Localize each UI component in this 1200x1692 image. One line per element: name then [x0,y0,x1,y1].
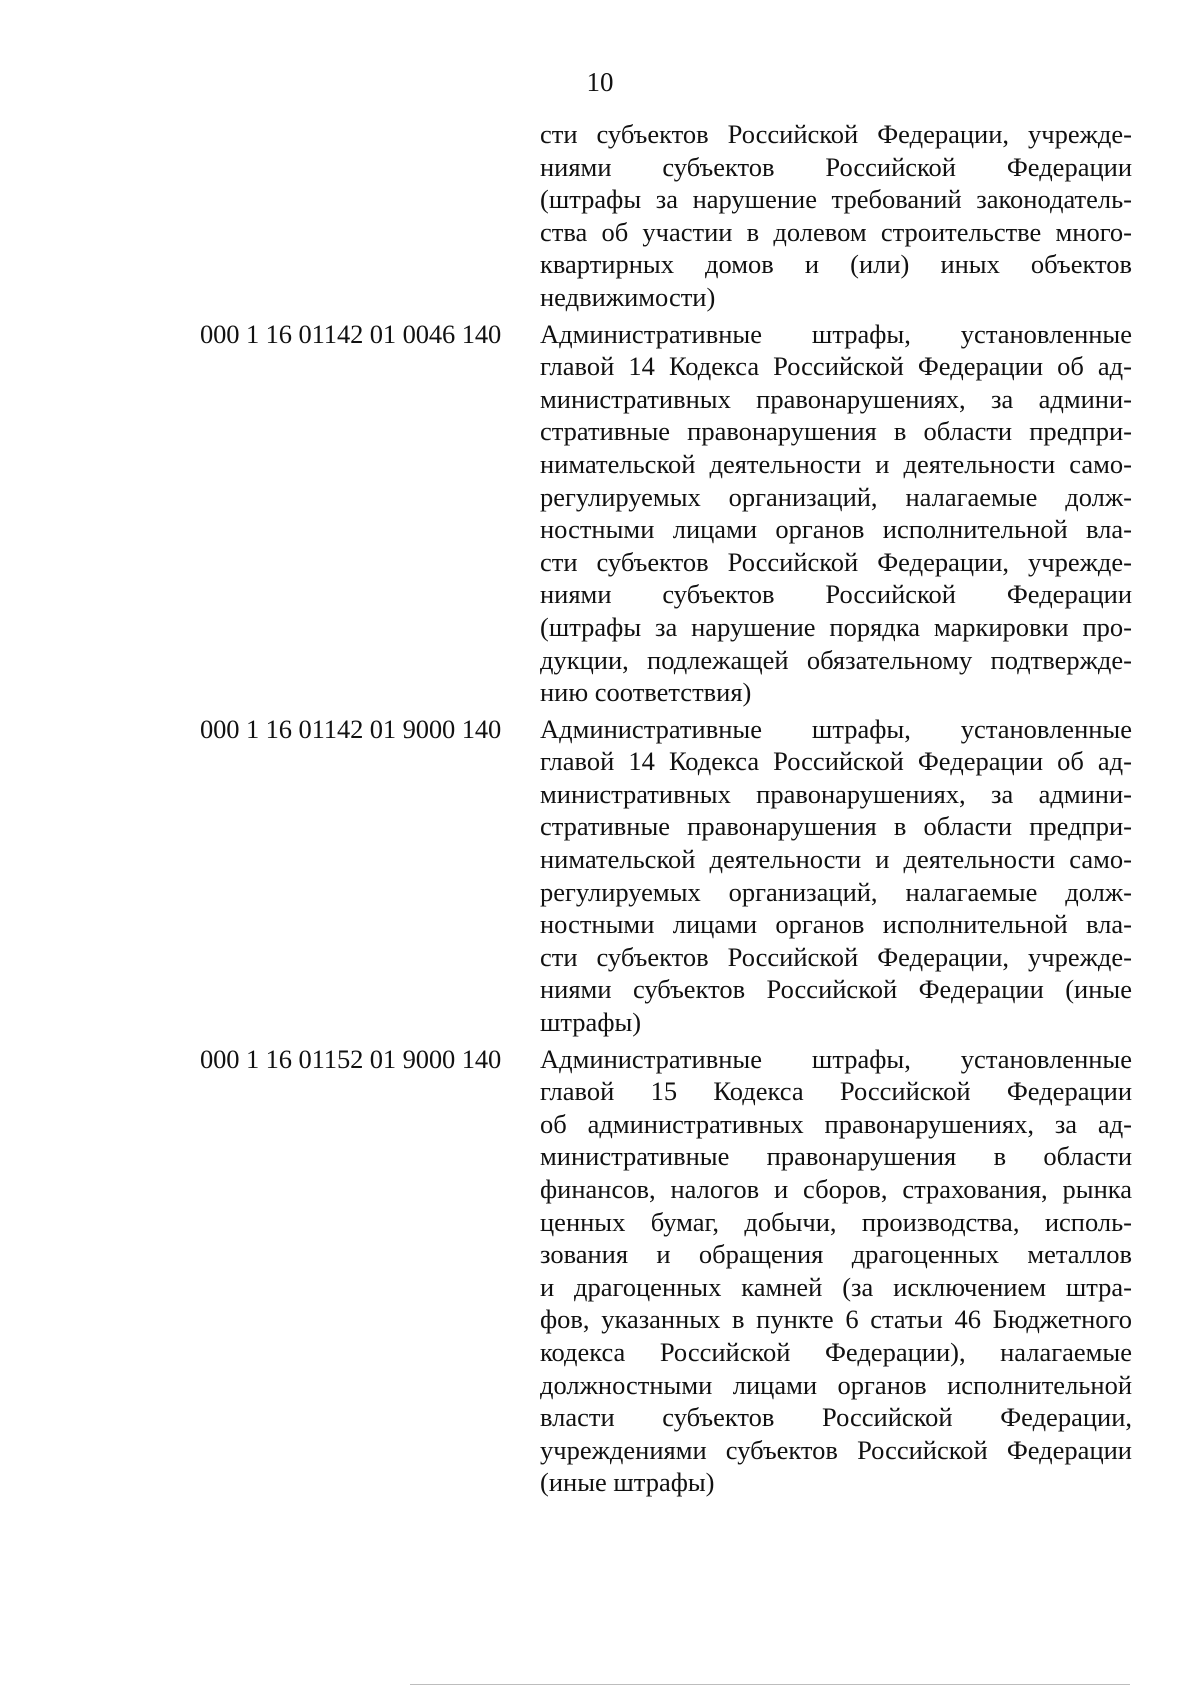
description-line: регулируемых организаций, налагаемые долж- [540,876,1132,907]
description-line: об административных правонарушениях, за ад- [540,1108,1132,1139]
description-line: ностными лицами органов исполнительной вла- [540,909,1132,940]
description-line: финансов, налогов и сборов, страхования, рынка [540,1174,1132,1204]
description-line: министративных правонарушениях, за админи- [540,383,1132,414]
description-line: нию соответствия) [540,677,752,708]
page-number: 10 [586,67,614,97]
budget-classification-code: 000 1 16 01152 01 9000 140 [200,1043,502,1074]
code-description [540,713,1132,1039]
budget-classification-code: 000 1 16 01142 01 9000 140 [200,713,502,744]
description-line: (штрафы за нарушение порядка маркировки про- [540,611,1132,642]
table-row [200,713,1140,1039]
description-line: министративные правонарушения в области [540,1141,1132,1172]
description-line: ниями субъектов Российской Федерации [540,579,1132,610]
description-line: сти субъектов Российской Федерации, учрежде- [540,941,1132,972]
description-line: главой 14 Кодекса Российской Федерации об ад- [540,351,1132,382]
description-line: нимательской деятельности и деятельности само- [540,844,1132,875]
table-row [200,1043,1140,1499]
description-line: ниями субъектов Российской Федерации (иные [540,974,1132,1005]
description-line: ностными лицами органов исполнительной вла- [540,514,1132,545]
description-line: Административные штрафы, установленные [540,713,1132,744]
description-line: (иные штрафы) [540,1467,715,1498]
description-line: ниями субъектов Российской Федерации [540,151,1132,182]
description-line: ства об участии в долевом строительстве много- [540,216,1132,247]
code-description [540,1043,1132,1499]
description-line: стративные правонарушения в области предпри- [540,811,1132,842]
description-line: квартирных домов и (или) иных объектов [540,249,1132,280]
description-line: власти субъектов Российской Федерации, [540,1402,1132,1433]
description-line: (штрафы за нарушение требований законодатель- [540,184,1132,215]
code-description [540,318,1132,709]
description-line: ценных бумаг, добычи, производства, исполь- [540,1206,1132,1237]
description-line: штрафы) [540,1007,642,1038]
description-line: сти субъектов Российской Федерации, учрежде- [540,119,1132,149]
description-line: фов, указанных в пункте 6 статьи 46 Бюджетного [540,1304,1132,1335]
description-line: главой 14 Кодекса Российской Федерации об ад- [540,746,1132,777]
description-line: регулируемых организаций, налагаемые долж- [540,481,1132,512]
description-line: сти субъектов Российской Федерации, учрежде- [540,546,1132,577]
description-line: зования и обращения драгоценных металлов [540,1239,1132,1270]
description-line: стративные правонарушения в области предпри- [540,416,1132,447]
description-line: Административные штрафы, установленные [540,318,1132,349]
table-row [200,318,1140,709]
description-line: должностными лицами органов исполнительной [540,1369,1132,1400]
description-line: нимательской деятельности и деятельности само- [540,448,1132,479]
budget-codes-table [200,118,1140,1503]
description-line: кодекса Российской Федерации), налагаемые [540,1336,1132,1367]
description-line: учреждениями субъектов Российской Федерации [540,1434,1132,1465]
description-line: дукции, подлежащей обязательному подтвержде- [540,644,1132,675]
description-line: недвижимости) [540,281,716,312]
description-line: министративных правонарушениях, за админи- [540,778,1132,809]
code-description [540,118,1132,314]
table-row [200,118,1140,314]
description-line: и драгоценных камней (за исключением штра- [540,1271,1132,1302]
budget-classification-code: 000 1 16 01142 01 0046 140 [200,318,502,349]
bottom-scan-line [410,1684,1130,1685]
description-line: главой 15 Кодекса Российской Федерации [540,1076,1132,1107]
description-line: Административные штрафы, установленные [540,1043,1132,1074]
